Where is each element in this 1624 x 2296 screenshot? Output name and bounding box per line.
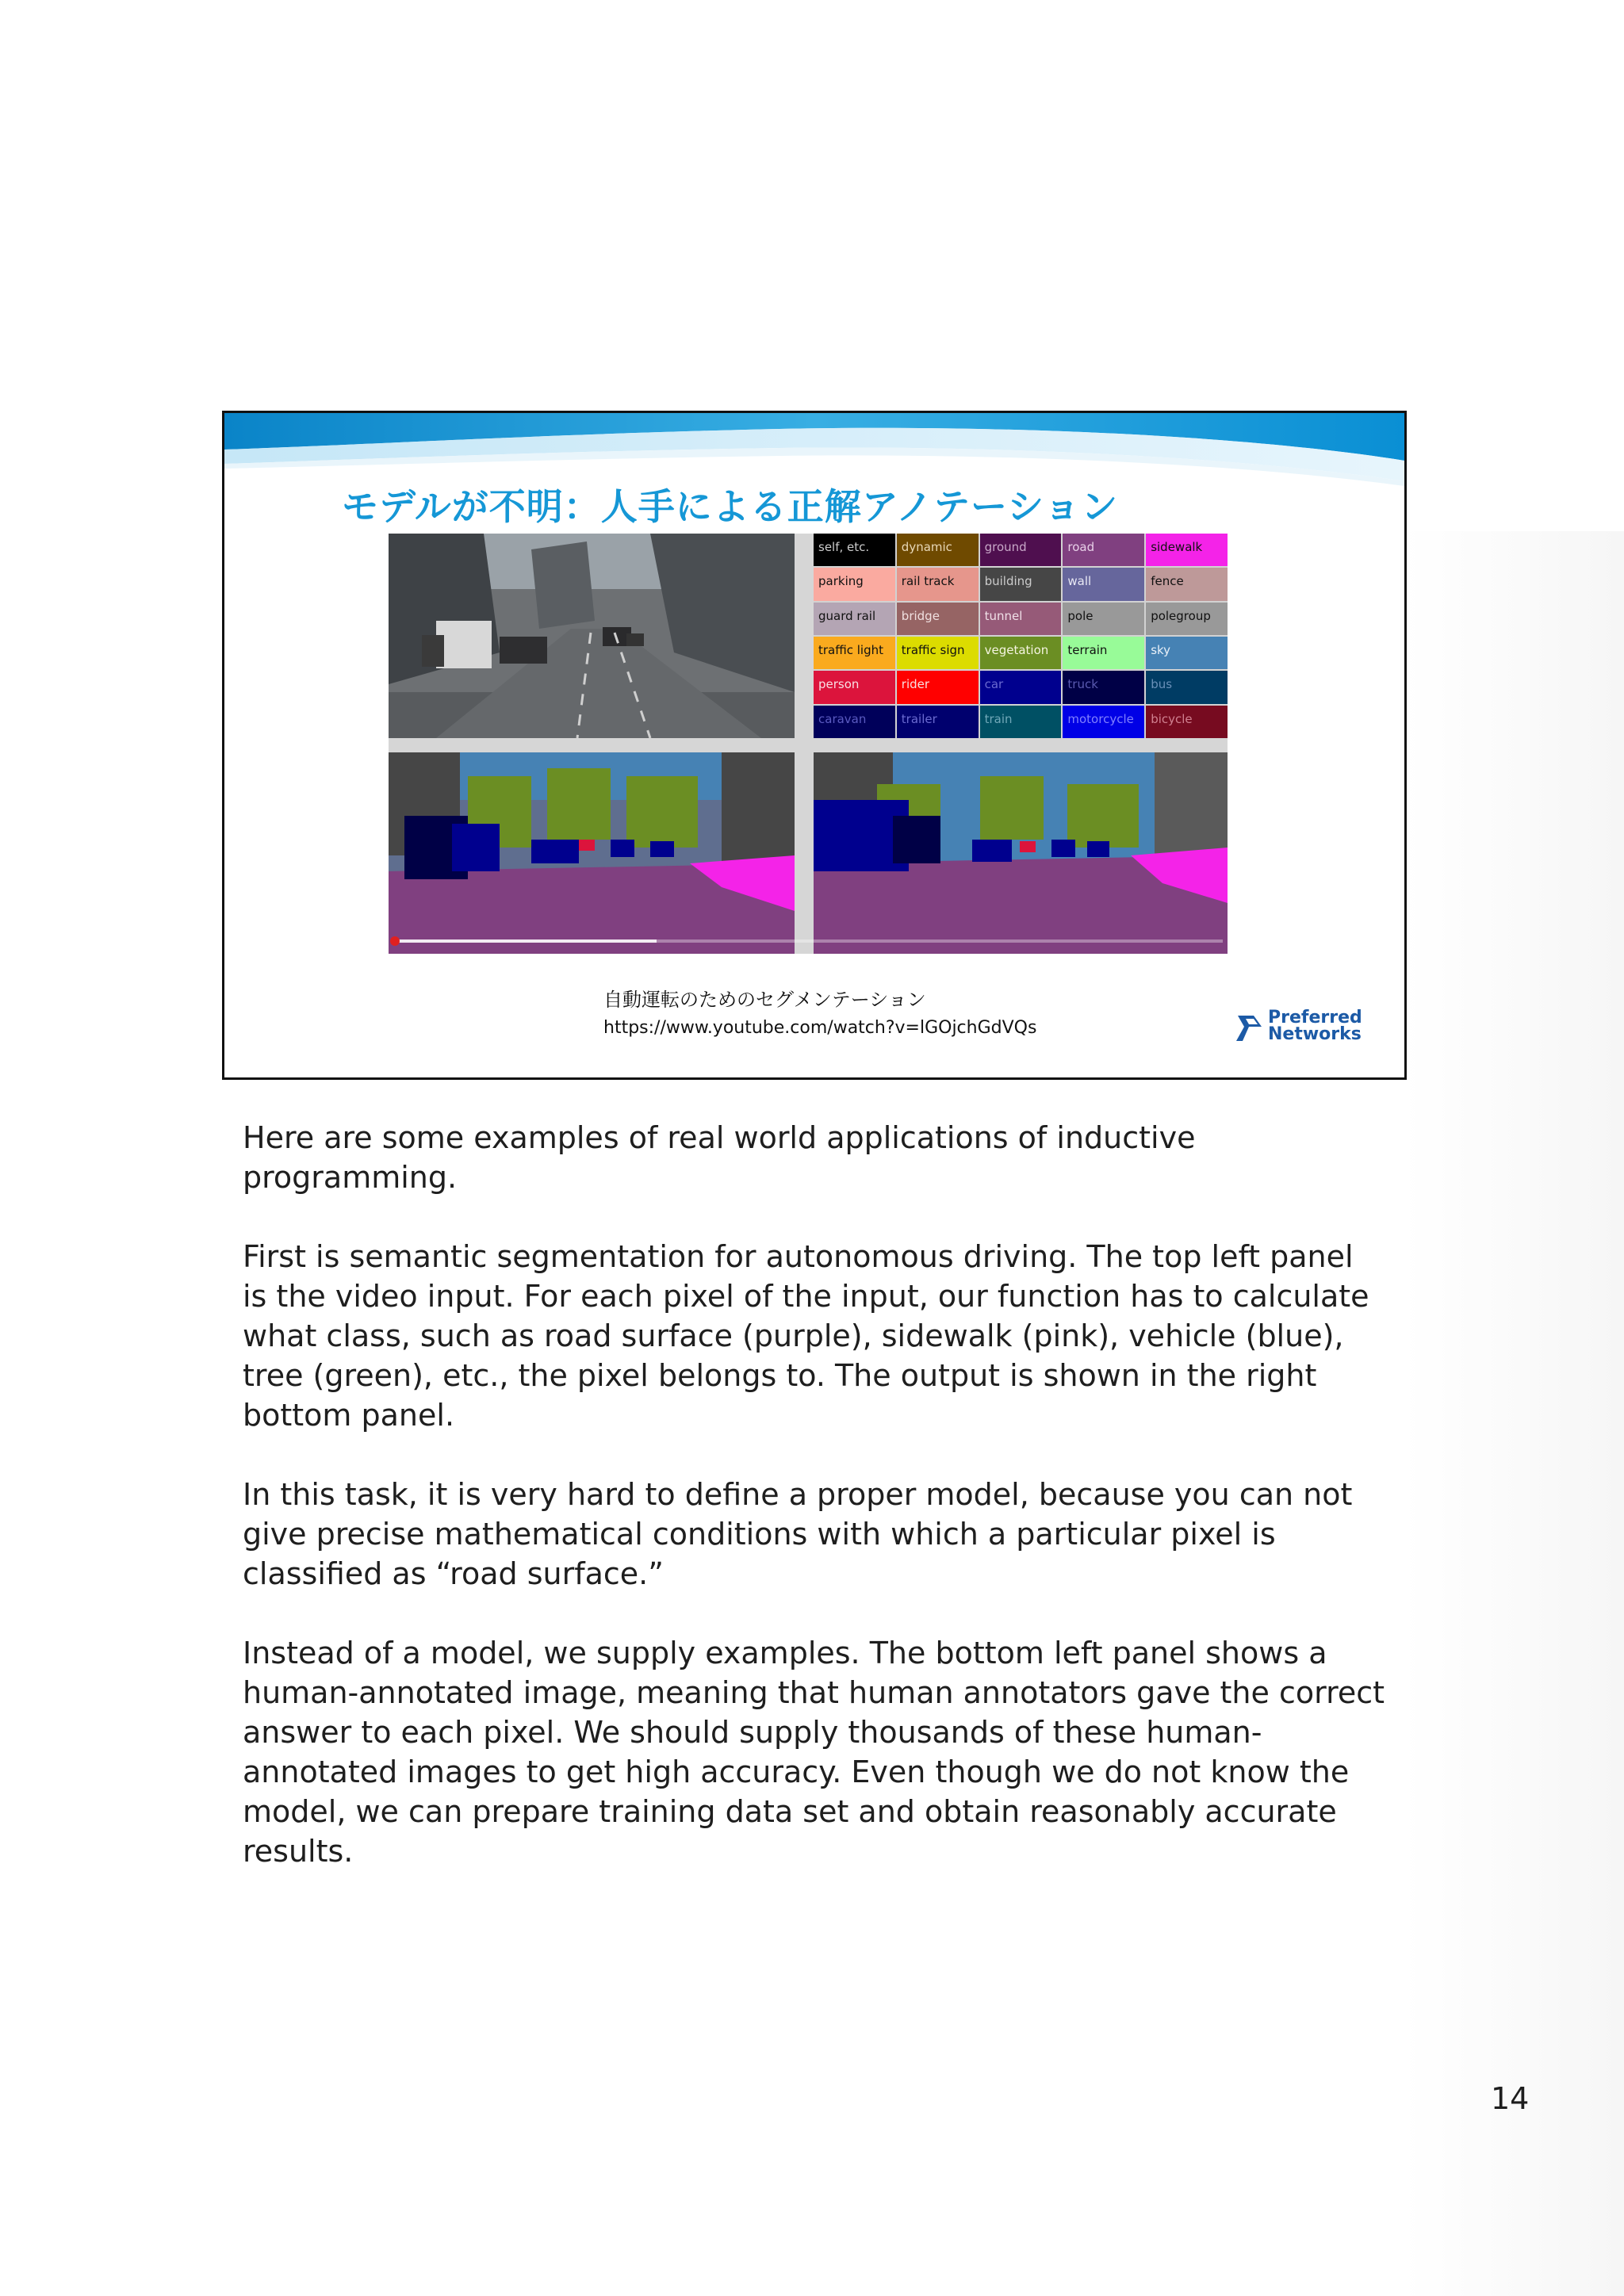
notes-paragraph: Instead of a model, we supply examples. The bottom left panel shows a human-annotated image, meaning that human annotators gave the correct answer to each pixel. We should supply thousands of these human- annotated images to get high accuracy. Even though we do not know the model, we can prepare training data set and obtain reasonably accurate results.: [243, 1636, 1385, 1869]
slide-title: モデルが不明：人手による正解アノテーション: [342, 485, 1119, 528]
predicted-segmentation-image: [814, 752, 1228, 954]
legend-cell: bus: [1146, 671, 1228, 703]
legend-cell: parking: [814, 568, 895, 600]
legend-cell: ground: [980, 534, 1062, 566]
legend-cell: guard rail: [814, 603, 895, 635]
notes-paragraph: In this task, it is very hard to define a proper model, because you can not give precise mathematical conditions with which a particular pixel is classified as “road surface.”: [243, 1477, 1353, 1591]
caption-url[interactable]: https://www.youtube.com/watch?v=lGOjchGdVQs: [603, 1018, 1037, 1038]
annotation-panel: [389, 752, 795, 954]
legend-cell: motorcycle: [1063, 706, 1144, 738]
legend-cell: fence: [1146, 568, 1228, 600]
legend-cell: train: [980, 706, 1062, 738]
legend-cell: car: [980, 671, 1062, 703]
legend-cell: caravan: [814, 706, 895, 738]
pfn-logo-text: [1268, 1009, 1362, 1043]
speaker-notes: [243, 1118, 1400, 1911]
class-legend: [814, 534, 1228, 738]
legend-cell: bicycle: [1146, 706, 1228, 738]
annotated-segmentation-image: [389, 752, 795, 954]
legend-cell: sidewalk: [1146, 534, 1228, 566]
legend-cell: person: [814, 671, 895, 703]
video-caption: [603, 985, 1036, 1043]
pfn-logo-line1: Preferred: [1268, 1008, 1362, 1027]
legend-cell: truck: [1063, 671, 1144, 703]
legend-cell: bridge: [897, 603, 979, 635]
legend-cell: dynamic: [897, 534, 979, 566]
legend-cell: traffic light: [814, 637, 895, 669]
page-number: 14: [1491, 2081, 1530, 2116]
preferred-networks-logo: [1233, 1009, 1384, 1049]
video-frame[interactable]: [389, 534, 1228, 954]
class-legend-panel: [814, 534, 1228, 738]
legend-cell: polegroup: [1146, 603, 1228, 635]
slide-thumbnail: [222, 411, 1407, 1080]
street-scene-image: [389, 534, 795, 738]
legend-cell: pole: [1063, 603, 1144, 635]
legend-cell: traffic sign: [897, 637, 979, 669]
video-progress-handle[interactable]: [390, 936, 400, 946]
pfn-logo-line2: Networks: [1268, 1024, 1362, 1044]
legend-cell: vegetation: [980, 637, 1062, 669]
legend-cell: wall: [1063, 568, 1144, 600]
legend-cell: sky: [1146, 637, 1228, 669]
notes-paragraph: First is semantic segmentation for autonomous driving. The top left panel is the video input. For each pixel of the input, our function has to calculate what class, such as road surface (purple), sidewalk (pink), vehicle (blue), tree (green), etc., the pixel belongs to. The output is shown in the right bottom panel.: [243, 1239, 1369, 1433]
legend-cell: road: [1063, 534, 1144, 566]
legend-cell: self, etc.: [814, 534, 895, 566]
page-background-tint: [1404, 531, 1624, 2296]
legend-cell: rail track: [897, 568, 979, 600]
legend-cell: trailer: [897, 706, 979, 738]
legend-cell: rider: [897, 671, 979, 703]
video-progress-fill: [395, 939, 657, 943]
notes-paragraph: Here are some examples of real world applications of inductive programming.: [243, 1120, 1196, 1195]
pfn-logo-mark-icon: [1233, 1012, 1265, 1044]
input-video-panel: [389, 534, 795, 738]
output-segmentation-panel: [814, 752, 1228, 954]
caption-title: 自動運転のためのセグメンテーション: [603, 989, 926, 1011]
legend-cell: tunnel: [980, 603, 1062, 635]
legend-cell: terrain: [1063, 637, 1144, 669]
legend-cell: building: [980, 568, 1062, 600]
